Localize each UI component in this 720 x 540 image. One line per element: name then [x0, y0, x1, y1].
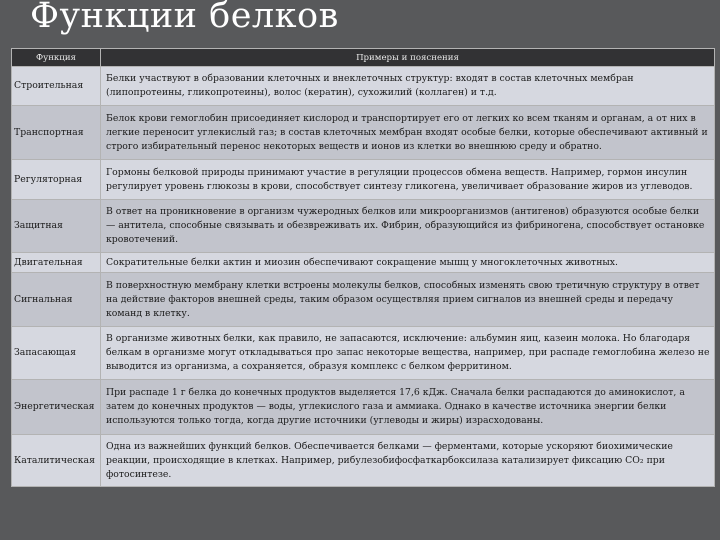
header-examples: Примеры и пояснения	[101, 49, 715, 67]
table-row	[12, 327, 715, 380]
function-description: Гормоны белковой природы принимают участие в регуляции процессов обмена веществ. Например, гормон инсулин регулирует уровень глюкозы в крови, способствует синтезу гликогена, увеличивает образование жиров из углеводов.	[101, 160, 715, 200]
function-name: Сигнальная	[12, 273, 101, 327]
function-description: Белки участвуют в образовании клеточных и внеклеточных структур: входят в состав клеточных мембран (липопротеины, гликопротеины), волос (кератин), сухожилий (коллаген) и т.д.	[101, 67, 715, 106]
function-description: В организме животных белки, как правило, не запасаются, исключение: альбумин яиц, казеин молока. Но благодаря белкам в организме могут откладываться про запас некоторые вещества, например, при распаде гемоглобина железо не выводится из организма, а сохраняется, образуя комплекс с белком ферритином.	[101, 327, 715, 380]
function-name: Двигательная	[12, 253, 101, 273]
table-row	[12, 273, 715, 327]
function-name: Запасающая	[12, 327, 101, 380]
header-function: Функция	[12, 49, 101, 67]
function-description: Одна из важнейших функций белков. Обеспечивается белками — ферментами, которые ускоряют биохимические реакции, происходящие в клетках. Например, рибулезобифосфаткарбоксилаза катализирует фиксацию CO₂ при фотосинтезе.	[101, 435, 715, 487]
function-description: При распаде 1 г белка до конечных продуктов выделяется 17,6 кДж. Сначала белки распадаются до аминокислот, а затем до конечных продуктов — воды, углекислого газа и аммиака. Однако в качестве источника энергии белки используются только тогда, когда другие источники (углеводы и жиры) израсходованы.	[101, 380, 715, 435]
function-name: Регуляторная	[12, 160, 101, 200]
table-row	[12, 160, 715, 200]
protein-functions-table	[11, 48, 715, 487]
table-row	[12, 380, 715, 435]
table-row	[12, 200, 715, 253]
table-row	[12, 106, 715, 160]
function-name: Каталитическая	[12, 435, 101, 487]
function-description: В ответ на проникновение в организм чужеродных белков или микроорганизмов (антигенов) образуются особые белки — антитела, способные связывать и обезвреживать их. Фибрин, образующийся из фибриногена, способствует остановке кровотечений.	[101, 200, 715, 253]
table-header-row	[12, 49, 715, 67]
function-name: Транспортная	[12, 106, 101, 160]
function-name: Энергетическая	[12, 380, 101, 435]
function-description: В поверхностную мембрану клетки встроены молекулы белков, способных изменять свою третичную структуру в ответ на действие факторов внешней среды, таким образом осуществляя прием сигналов из внешней среды и передачу команд в клетку.	[101, 273, 715, 327]
function-name: Строительная	[12, 67, 101, 106]
page-title: Функции белков	[30, 0, 339, 36]
function-description: Белок крови гемоглобин присоединяет кислород и транспортирует его от легких ко всем тканям и органам, а от них в легкие переносит углекислый газ; в состав клеточных мембран входят особые белки, которые обеспечивают активный и строго избирательный перенос некоторых веществ и ионов из клетки во внешнюю среду и обратно.	[101, 106, 715, 160]
table-row	[12, 67, 715, 106]
function-name: Защитная	[12, 200, 101, 253]
table-row	[12, 253, 715, 273]
function-description: Сократительные белки актин и миозин обеспечивают сокращение мышц у многоклеточных животных.	[101, 253, 715, 273]
table-row	[12, 435, 715, 487]
